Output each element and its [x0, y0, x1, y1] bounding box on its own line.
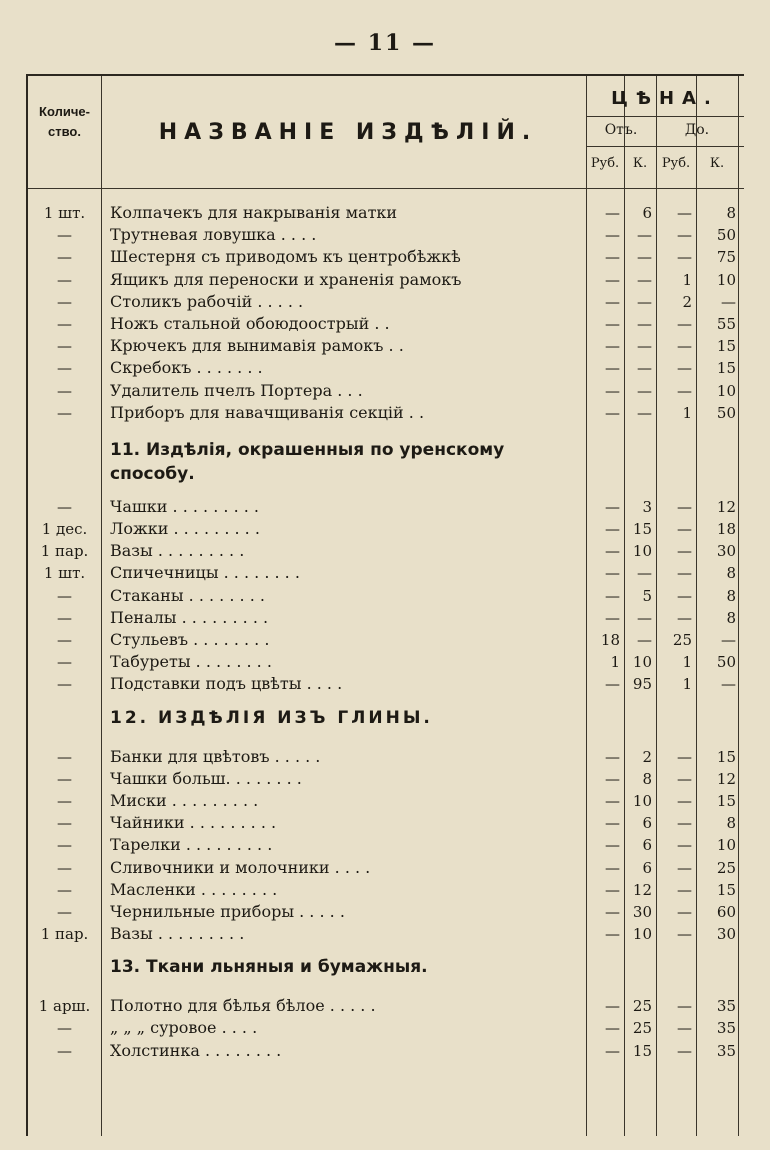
table-row — [28, 402, 744, 424]
price-from-rub-cell: — — [605, 542, 620, 561]
price-from-rub-cell: — — [605, 381, 620, 400]
price-to-rub-cell: — — [677, 359, 692, 378]
price-to-kop-cell: 75 — [716, 248, 736, 267]
price-from-kop-cell: — — [637, 564, 652, 583]
price-to-rub-cell: — — [677, 608, 692, 627]
price-from-rub-cell: — — [605, 337, 620, 356]
price-header: ЦѢНА. — [611, 88, 719, 109]
item-name-cell: Ножъ стальной обоюдоострый . . — [110, 313, 390, 333]
quantity-cell: — — [57, 226, 72, 245]
price-from-rub-cell: — — [605, 204, 620, 222]
table-row — [28, 607, 744, 629]
table-row — [28, 380, 744, 402]
price-from-kop-cell: — — [637, 314, 652, 333]
price-from-rub-cell: — — [605, 675, 620, 694]
price-to-rub-cell: — — [677, 791, 692, 810]
price-to-kop-cell: 12 — [716, 769, 736, 788]
price-to-rub-cell: — — [677, 497, 692, 516]
price-to-kop-cell: 8 — [726, 586, 736, 605]
price-to-rub-cell: 1 — [682, 653, 692, 672]
item-name-cell: Чайники . . . . . . . . . — [110, 813, 277, 833]
quantity-cell: — — [57, 248, 72, 267]
item-name-cell: Скребокъ . . . . . . . — [110, 358, 263, 378]
table-row — [28, 518, 744, 540]
item-name-cell: Холстинка . . . . . . . . — [110, 1040, 282, 1060]
price-from-kop-cell: 6 — [642, 836, 652, 855]
item-name-cell: Табуреты . . . . . . . . — [110, 652, 272, 672]
price-to-rub-cell: — — [677, 858, 692, 877]
price-to-rub-cell: — — [677, 204, 692, 222]
rub-header: Руб. — [661, 156, 691, 171]
table-header — [28, 76, 744, 189]
price-to-rub-cell: 2 — [682, 292, 692, 311]
price-to-kop-cell: 60 — [716, 902, 736, 921]
table-body — [28, 188, 744, 1062]
section-heading — [28, 424, 744, 496]
table-row — [28, 857, 744, 879]
price-to-kop-cell: 50 — [716, 653, 736, 672]
table-row — [28, 269, 744, 291]
price-from-rub-cell: — — [605, 608, 620, 627]
price-from-kop-cell: 25 — [632, 997, 652, 1016]
table-row — [28, 585, 744, 607]
quantity-cell: 1 пар. — [40, 542, 89, 561]
price-from-rub-cell: — — [605, 292, 620, 311]
price-from-rub-cell: — — [605, 520, 620, 539]
price-to-kop-cell: 15 — [716, 791, 736, 810]
table-row — [28, 496, 744, 518]
price-to-kop-cell: 12 — [716, 497, 736, 516]
section-heading — [28, 945, 744, 995]
price-from-kop-cell: 6 — [642, 814, 652, 833]
price-from-kop-cell: 6 — [642, 204, 652, 222]
quantity-cell: — — [57, 403, 72, 422]
price-from-kop-cell: — — [637, 248, 652, 267]
price-from-kop-cell: 10 — [632, 925, 652, 944]
spacer — [28, 188, 744, 202]
price-to-kop-cell: 15 — [716, 359, 736, 378]
quantity-cell: 1 пар. — [40, 925, 89, 944]
table-row — [28, 1040, 744, 1062]
price-from-rub-cell: — — [605, 836, 620, 855]
quantity-cell: — — [57, 359, 72, 378]
price-to-rub-cell: — — [677, 520, 692, 539]
price-from-kop-cell: — — [637, 292, 652, 311]
price-to-kop-cell: 25 — [716, 858, 736, 877]
price-to-kop-cell: 15 — [716, 337, 736, 356]
price-from-rub-cell: — — [605, 814, 620, 833]
header-rule — [586, 146, 744, 147]
table-row — [28, 246, 744, 268]
item-name-cell: Стаканы . . . . . . . . — [110, 585, 265, 605]
quantity-cell: — — [57, 292, 72, 311]
price-from-kop-cell: 95 — [632, 675, 652, 694]
quantity-header: Количе-ство. — [39, 104, 90, 139]
price-to-kop-cell: 8 — [726, 814, 736, 833]
item-name-cell: Чернильные приборы . . . . . — [110, 901, 345, 921]
price-from-kop-cell: 15 — [632, 1041, 652, 1060]
price-from-kop-cell: — — [637, 226, 652, 245]
price-from-kop-cell: — — [637, 631, 652, 649]
price-from-rub-cell: — — [605, 997, 620, 1016]
table-row — [28, 357, 744, 379]
price-to-kop-cell: — — [721, 675, 736, 694]
quantity-cell: — — [57, 653, 72, 672]
item-name-cell: Трутневая ловушка . . . . — [110, 225, 317, 245]
price-to-rub-cell: — — [677, 1041, 692, 1060]
quantity-cell: — — [57, 270, 72, 289]
price-to-rub-cell: — — [677, 925, 692, 944]
title-header: НАЗВАНІЕ ИЗДѢЛІЙ. — [158, 120, 538, 145]
item-name-cell: Чашки больш. . . . . . . . — [110, 768, 302, 788]
price-table — [26, 74, 744, 1136]
price-to-kop-cell: 35 — [716, 997, 736, 1016]
quantity-cell: — — [57, 814, 72, 833]
price-from-rub-cell: — — [605, 564, 620, 583]
price-to-kop-cell: 30 — [716, 925, 736, 944]
price-to-rub-cell: — — [677, 1019, 692, 1038]
item-name-cell: Чашки . . . . . . . . . — [110, 496, 259, 516]
price-to-kop-cell: 15 — [716, 880, 736, 899]
quantity-cell: — — [57, 381, 72, 400]
kop-header: К. — [709, 156, 725, 171]
price-to-rub-cell: — — [677, 747, 692, 766]
price-from-kop-cell: 10 — [632, 542, 652, 561]
price-from-kop-cell: 12 — [632, 880, 652, 899]
price-to-kop-cell: 30 — [716, 542, 736, 561]
price-from-kop-cell: 3 — [642, 497, 652, 516]
quantity-cell: — — [57, 608, 72, 627]
price-to-kop-cell: 35 — [716, 1041, 736, 1060]
quantity-cell: — — [57, 836, 72, 855]
price-to-kop-cell: 10 — [716, 270, 736, 289]
section-title: 13. Ткани льняныя и бумажныя. — [110, 957, 428, 978]
price-from-rub-cell: — — [605, 1019, 620, 1038]
price-from-rub-cell: — — [605, 769, 620, 788]
price-to-kop-cell: — — [721, 631, 736, 649]
price-from-rub-cell: — — [605, 359, 620, 378]
section-heading — [28, 696, 744, 746]
price-to-rub-cell: — — [677, 381, 692, 400]
table-row — [28, 629, 744, 651]
table-row — [28, 879, 744, 901]
item-name-cell: Вазы . . . . . . . . . — [110, 541, 245, 561]
item-name-cell: Миски . . . . . . . . . — [110, 790, 259, 810]
table-row — [28, 812, 744, 834]
table-row — [28, 540, 744, 562]
table-row — [28, 313, 744, 335]
quantity-cell: 1 шт. — [43, 564, 86, 583]
table-row — [28, 335, 744, 357]
price-to-rub-cell: — — [677, 836, 692, 855]
price-to-rub-cell: — — [677, 880, 692, 899]
page-number: — 11 — — [334, 30, 436, 56]
table-row — [28, 790, 744, 812]
item-name-cell: Крючекъ для вынимавія рамокъ . . — [110, 336, 404, 356]
price-from-kop-cell: 15 — [632, 520, 652, 539]
table-row — [28, 923, 744, 945]
quantity-cell: — — [57, 902, 72, 921]
quantity-cell: — — [57, 747, 72, 766]
quantity-cell: — — [57, 586, 72, 605]
price-from-rub-cell: — — [605, 902, 620, 921]
price-to-rub-cell: 25 — [672, 631, 692, 649]
price-from-kop-cell: 5 — [642, 586, 652, 605]
price-to-header: До. — [684, 122, 710, 138]
quantity-cell: — — [57, 1019, 72, 1038]
price-to-kop-cell: 10 — [716, 836, 736, 855]
quantity-cell: — — [57, 497, 72, 516]
price-from-kop-cell: 2 — [642, 747, 652, 766]
price-to-rub-cell: — — [677, 337, 692, 356]
price-from-header: Отъ. — [604, 122, 638, 138]
price-to-rub-cell: — — [677, 542, 692, 561]
table-row — [28, 673, 744, 695]
price-from-rub-cell: — — [605, 858, 620, 877]
price-from-kop-cell: 8 — [642, 769, 652, 788]
price-from-rub-cell: — — [605, 925, 620, 944]
item-name-cell: Спичечницы . . . . . . . . — [110, 563, 300, 583]
item-name-cell: Колпачекъ для накрыванія матки — [110, 203, 398, 222]
quantity-cell: — — [57, 675, 72, 694]
section-title: 11. Издѣлія, окрашенныя по уренскому способу. — [110, 439, 505, 484]
price-to-rub-cell: — — [677, 769, 692, 788]
price-from-kop-cell: 25 — [632, 1019, 652, 1038]
price-to-rub-cell: 1 — [682, 403, 692, 422]
table-row — [28, 746, 744, 768]
price-from-rub-cell: 1 — [610, 653, 620, 672]
table-row — [28, 202, 744, 224]
item-name-cell: Вазы . . . . . . . . . — [110, 924, 245, 944]
price-from-kop-cell: — — [637, 403, 652, 422]
item-name-cell: Столикъ рабочій . . . . . — [110, 291, 304, 311]
price-to-rub-cell: 1 — [682, 675, 692, 694]
price-from-rub-cell: — — [605, 791, 620, 810]
price-to-kop-cell: 55 — [716, 314, 736, 333]
price-to-kop-cell: — — [721, 292, 736, 311]
price-from-kop-cell: — — [637, 359, 652, 378]
price-from-kop-cell: — — [637, 381, 652, 400]
price-from-rub-cell: — — [605, 248, 620, 267]
item-name-cell: Сливочники и молочники . . . . — [110, 857, 371, 877]
quantity-cell: — — [57, 858, 72, 877]
item-name-cell: Пеналы . . . . . . . . . — [110, 607, 269, 627]
price-from-kop-cell: 30 — [632, 902, 652, 921]
price-from-rub-cell: — — [605, 403, 620, 422]
price-to-kop-cell: 8 — [726, 564, 736, 583]
item-name-cell: Стульевъ . . . . . . . . — [110, 630, 270, 649]
table-row — [28, 224, 744, 246]
price-to-kop-cell: 15 — [716, 747, 736, 766]
price-to-kop-cell: 50 — [716, 403, 736, 422]
price-to-rub-cell: — — [677, 997, 692, 1016]
price-from-kop-cell: 6 — [642, 858, 652, 877]
price-from-kop-cell: 10 — [632, 653, 652, 672]
quantity-cell: 1 шт. — [43, 204, 86, 222]
item-name-cell: Полотно для бѣлья бѣлое . . . . . — [110, 996, 376, 1016]
item-name-cell: Банки для цвѣтовъ . . . . . — [110, 746, 321, 766]
price-from-rub-cell: — — [605, 497, 620, 516]
section-title: 12. ИЗДѢЛІЯ ИЗЪ ГЛИНЫ. — [110, 707, 433, 728]
item-name-cell: Ящикъ для переноски и храненія рамокъ — [110, 269, 462, 289]
price-to-rub-cell: — — [677, 814, 692, 833]
price-to-rub-cell: 1 — [682, 270, 692, 289]
table-row — [28, 562, 744, 584]
quantity-cell: 1 дес. — [41, 520, 88, 539]
price-from-rub-cell: 18 — [600, 631, 620, 649]
item-name-cell: Подставки подъ цвѣты . . . . — [110, 674, 343, 694]
kop-header: К. — [632, 156, 648, 171]
price-from-rub-cell: — — [605, 314, 620, 333]
quantity-cell: — — [57, 769, 72, 788]
table-row — [28, 291, 744, 313]
price-from-rub-cell: — — [605, 586, 620, 605]
item-name-cell: „ „ „ суровое . . . . — [110, 1018, 258, 1038]
item-name-cell: Шестерня съ приводомъ къ центробѣжкѣ — [110, 247, 461, 267]
price-from-kop-cell: — — [637, 337, 652, 356]
price-to-rub-cell: — — [677, 226, 692, 245]
quantity-cell: — — [57, 880, 72, 899]
table-row — [28, 995, 744, 1017]
price-to-kop-cell: 50 — [716, 226, 736, 245]
price-from-kop-cell: — — [637, 608, 652, 627]
quantity-cell: — — [57, 631, 72, 649]
price-from-kop-cell: 10 — [632, 791, 652, 810]
rub-header: Руб. — [590, 156, 620, 171]
price-from-kop-cell: — — [637, 270, 652, 289]
price-to-rub-cell: — — [677, 248, 692, 267]
quantity-cell: — — [57, 1041, 72, 1060]
price-from-rub-cell: — — [605, 226, 620, 245]
quantity-cell: — — [57, 337, 72, 356]
price-to-kop-cell: 8 — [726, 204, 736, 222]
table-row — [28, 901, 744, 923]
table-row — [28, 1017, 744, 1039]
price-to-kop-cell: 8 — [726, 608, 736, 627]
table-row — [28, 834, 744, 856]
quantity-cell: — — [57, 791, 72, 810]
quantity-cell: — — [57, 314, 72, 333]
item-name-cell: Приборъ для навачщиванія секцій . . — [110, 402, 425, 422]
price-to-kop-cell: 18 — [716, 520, 736, 539]
price-to-kop-cell: 10 — [716, 381, 736, 400]
price-from-rub-cell: — — [605, 270, 620, 289]
quantity-cell: 1 арш. — [38, 997, 91, 1016]
price-from-rub-cell: — — [605, 880, 620, 899]
price-to-kop-cell: 35 — [716, 1019, 736, 1038]
item-name-cell: Ложки . . . . . . . . . — [110, 519, 260, 539]
price-from-rub-cell: — — [605, 1041, 620, 1060]
price-to-rub-cell: — — [677, 314, 692, 333]
price-to-rub-cell: — — [677, 564, 692, 583]
table-row — [28, 768, 744, 790]
item-name-cell: Удалитель пчелъ Портера . . . — [110, 380, 363, 400]
header-rule — [586, 116, 744, 117]
item-name-cell: Масленки . . . . . . . . — [110, 879, 278, 899]
table-row — [28, 651, 744, 673]
price-from-rub-cell: — — [605, 747, 620, 766]
price-to-rub-cell: — — [677, 586, 692, 605]
price-to-rub-cell: — — [677, 902, 692, 921]
item-name-cell: Тарелки . . . . . . . . . — [110, 835, 273, 855]
